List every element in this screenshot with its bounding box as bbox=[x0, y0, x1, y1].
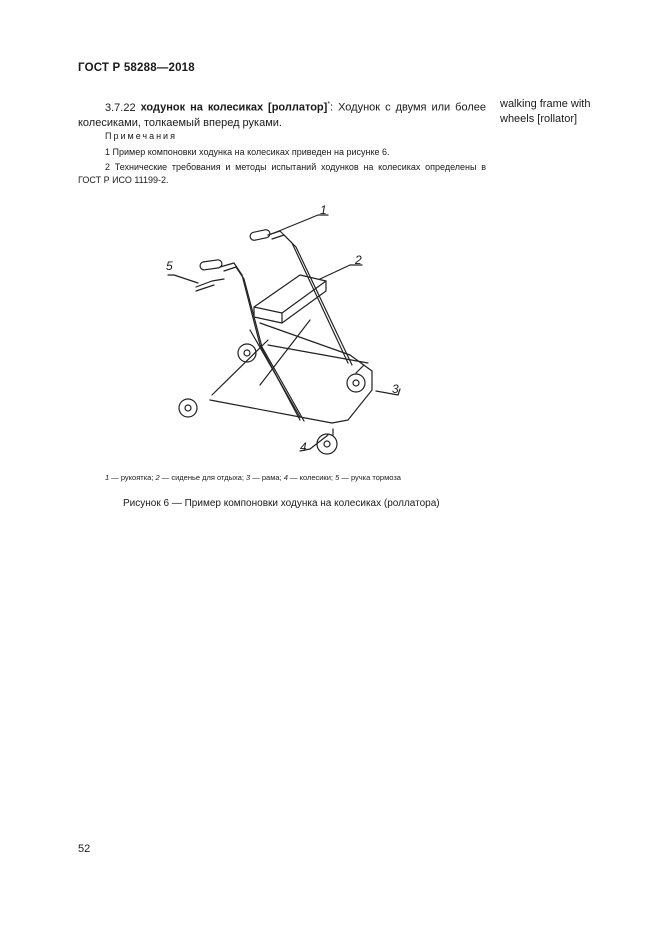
term-english: walking frame with wheels [rollator] bbox=[500, 98, 591, 125]
legend-text: рукоятка; bbox=[120, 473, 154, 482]
legend-number: 1 bbox=[105, 473, 110, 482]
term-definition: 3.7.22 ходунок на колесиках [роллатор]*: Ходунок с двумя или более колесиками, толкаемый вперед руками. bbox=[78, 101, 486, 129]
callout-2: 2 bbox=[355, 253, 362, 267]
term-name: ходунок на колесиках [роллатор] bbox=[140, 101, 328, 114]
notes-heading: Примечания bbox=[105, 131, 177, 141]
note-text: 2 Технические требования и методы испытаний ходунков на колесиках определены в ГОСТ Р ИСО 11199-2. bbox=[78, 162, 486, 185]
legend-text: колесики; bbox=[299, 473, 333, 482]
figure-legend: 1 — рукоятка; 2 — сиденье для отдыха; 3 — рама; 4 — колесики; 5 — ручка тормоза bbox=[105, 473, 401, 482]
legend-text: сиденье для отдыха; bbox=[171, 473, 244, 482]
rollator-figure bbox=[150, 195, 420, 465]
legend-number: 2 bbox=[155, 473, 160, 482]
legend-number: 5 bbox=[335, 473, 340, 482]
note-text: 1 Пример компоновки ходунка на колесиках приведен на рисунке 6. bbox=[105, 147, 390, 157]
callout-5: 5 bbox=[166, 259, 173, 273]
callout-1: 1 bbox=[320, 203, 327, 217]
document-code: ГОСТ Р 58288—2018 bbox=[78, 62, 195, 74]
callout-4: 4 bbox=[300, 440, 307, 454]
legend-text: ручка тормоза bbox=[350, 473, 401, 482]
figure-caption: Рисунок 6 — Пример компоновки ходунка на колесиках (роллатора) bbox=[123, 498, 440, 509]
callout-3: 3 bbox=[392, 382, 399, 396]
rollator-drawing bbox=[150, 195, 420, 465]
note-item bbox=[78, 146, 486, 159]
page-number: 52 bbox=[78, 843, 91, 855]
legend-number: 4 bbox=[283, 473, 288, 482]
term-footnote-marker: * bbox=[327, 101, 331, 108]
legend-number: 3 bbox=[246, 473, 251, 482]
term-number: 3.7.22 bbox=[105, 101, 136, 114]
note-item bbox=[78, 161, 486, 187]
term-definition-text: Ходунок с двумя или более колесиками, толкаемый вперед руками. bbox=[78, 101, 486, 129]
legend-text: рама; bbox=[261, 473, 282, 482]
